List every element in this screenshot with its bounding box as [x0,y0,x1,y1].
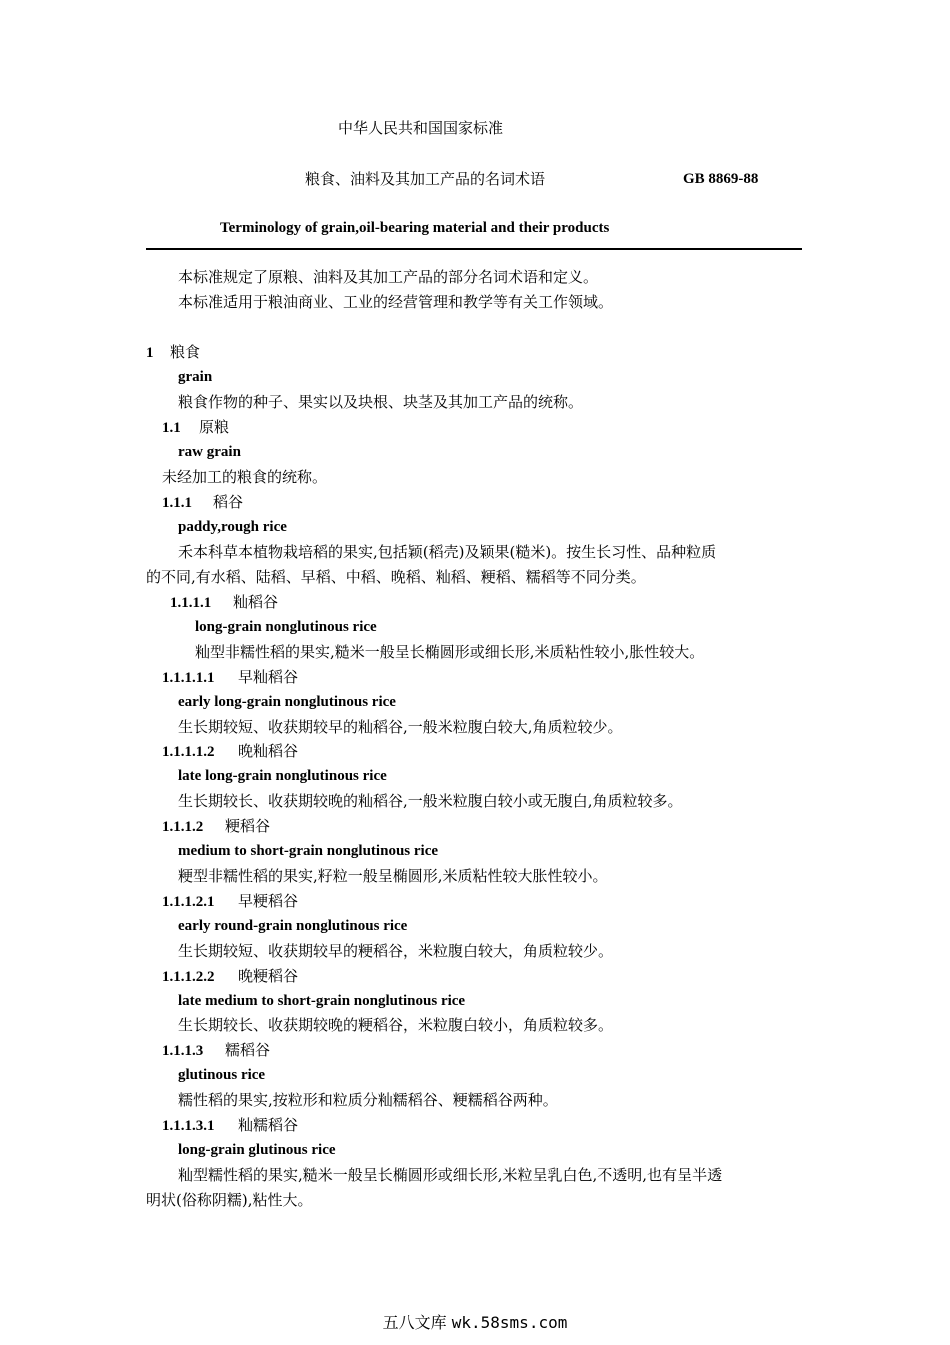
standard-code: GB 8869-88 [683,171,759,187]
entry-heading [162,966,298,987]
footer-watermark [0,1310,950,1333]
entry-number: 1.1.1 [162,495,192,511]
entry-english-term: long-grain glutinous rice [178,1142,336,1158]
entry-term: 籼稻谷 [233,593,279,611]
entry-number: 1.1.1.2.1 [162,894,215,910]
entry-definition: 禾本科草本植物栽培稻的果实,包括颖(稻壳)及颖果(糙米)。按生长习性、品种粒质 [178,543,717,561]
entry-heading [162,741,298,762]
entry-number: 1.1.1.2 [162,819,204,835]
entry-definition: 粮食作物的种子、果实以及块根、块茎及其加工产品的统称。 [178,393,584,411]
entry-english-term: late medium to short-grain nonglutinous rice [178,993,466,1009]
entry-definition: 粳型非糯性稻的果实,籽粒一般呈椭圆形,米质粘性较大胀性较小。 [178,867,608,885]
entry-english-term: long-grain nonglutinous rice [195,619,377,635]
entry-heading [162,1115,298,1136]
entry-definition: 籼型非糯性稻的果实,糙米一般呈长椭圆形或细长形,米质粘性较小,胀性较大。 [195,643,705,661]
entry-term: 稻谷 [213,493,244,511]
entry-term: 原粮 [199,418,230,436]
entry-number: 1.1 [162,420,181,436]
entry-heading [162,417,229,438]
entry-definition: 生长期较长、收获期较晚的粳稻谷，米粒腹白较小，角质粒较多。 [178,1016,614,1034]
standard-org: 中华人民共和国国家标准 [338,119,504,137]
entry-heading [170,592,278,613]
entry-english-term: glutinous rice [178,1067,266,1083]
entry-term: 早粳稻谷 [238,892,299,910]
entry-english-term: raw grain [178,444,241,460]
footer-site-name: 五八文库 [382,1313,447,1332]
entry-heading [162,891,298,912]
entry-english-term: paddy,rough rice [178,519,287,535]
entry-heading [162,816,270,837]
entry-heading [162,667,298,688]
entry-definition-continued: 的不同,有水稻、陆稻、早稻、中稻、晚稻、籼稻、粳稻、糯稻等不同分类。 [146,568,646,586]
entry-english-term: grain [178,369,213,385]
entry-number: 1.1.1.1.1 [162,670,215,686]
footer-url: wk.58sms.com [451,1313,568,1332]
entry-number: 1.1.1.3.1 [162,1118,215,1134]
entry-term: 籼糯稻谷 [238,1116,299,1134]
entry-definition-continued: 明状(俗称阴糯),粘性大。 [146,1191,313,1209]
entry-heading [162,1040,270,1061]
entry-definition: 未经加工的粮食的统称。 [162,468,328,486]
intro-application: 本标准适用于粮油商业、工业的经营管理和教学等有关工作领域。 [178,293,614,311]
entry-english-term: early round-grain nonglutinous rice [178,918,408,934]
entry-number: 1 [146,345,154,361]
entry-definition: 糯性稻的果实,按粒形和粒质分籼糯稻谷、粳糯稻谷两种。 [178,1091,558,1109]
entry-number: 1.1.1.1.2 [162,744,215,760]
entry-term: 晚籼稻谷 [238,742,299,760]
entry-definition: 生长期较长、收获期较晚的籼稻谷,一般米粒腹白较小或无腹白,角质粒较多。 [178,792,683,810]
entry-definition: 生长期较短、收获期较早的籼稻谷,一般米粒腹白较大,角质粒较少。 [178,718,623,736]
entry-english-term: late long-grain nonglutinous rice [178,768,387,784]
entry-number: 1.1.1.2.2 [162,969,215,985]
entry-term: 早籼稻谷 [238,668,299,686]
entry-term: 糯稻谷 [225,1041,271,1059]
title-english: Terminology of grain,oil-bearing material and their products [220,220,610,236]
entry-definition: 籼型糯性稻的果实,糙米一般呈长椭圆形或细长形,米粒呈乳白色,不透明,也有呈半透 [178,1166,723,1184]
header-divider [146,248,802,250]
title-chinese: 粮食、油料及其加工产品的名词术语 [305,170,546,188]
intro-scope: 本标准规定了原粮、油料及其加工产品的部分名词术语和定义。 [178,268,599,286]
entry-english-term: medium to short-grain nonglutinous rice [178,843,439,859]
entry-number: 1.1.1.1 [170,595,212,611]
entry-heading [146,342,200,363]
entry-heading [162,492,243,513]
entry-term: 粮食 [170,343,201,361]
entry-english-term: early long-grain nonglutinous rice [178,694,396,710]
entry-term: 晚粳稻谷 [238,967,299,985]
entry-term: 粳稻谷 [225,817,271,835]
entry-number: 1.1.1.3 [162,1043,204,1059]
entry-definition: 生长期较短、收获期较早的粳稻谷，米粒腹白较大，角质粒较少。 [178,942,614,960]
